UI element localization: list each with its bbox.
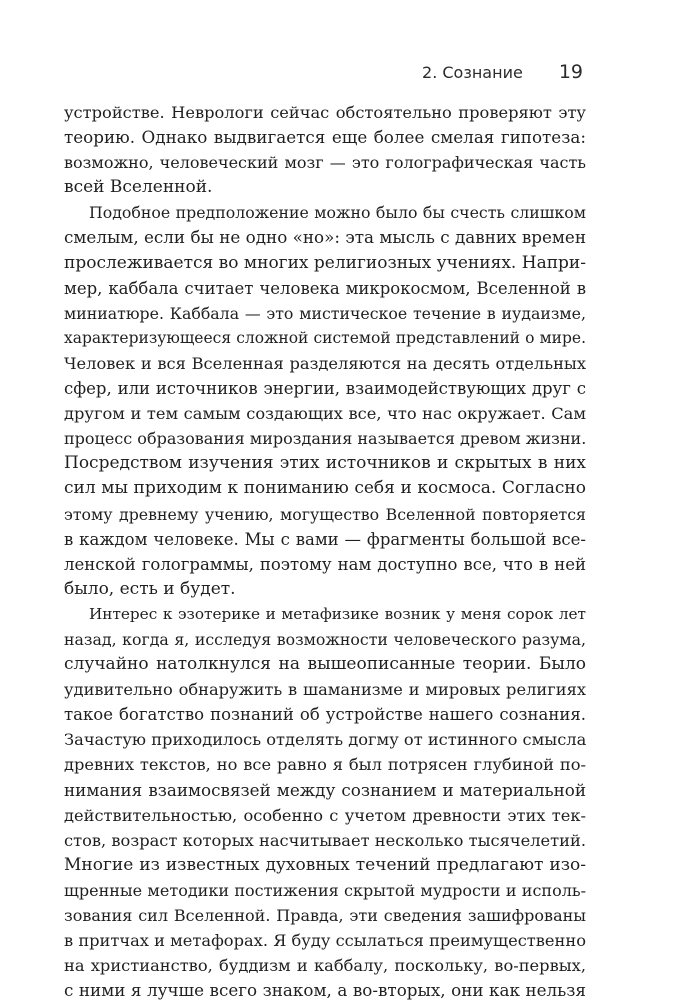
text-line: древних текстов, но все равно я был потрясен глубиной по- <box>64 755 586 775</box>
text-line: характеризующееся сложной системой представлений о мире. <box>64 328 586 347</box>
text-line: мер, каббала считает человека микрокосмом, Вселенной в <box>64 278 586 298</box>
text-line: этому древнему учению, могущество Вселенной повторяется <box>64 504 586 524</box>
text-line: процесс образования мироздания называется древом жизни. <box>64 429 587 449</box>
running-head <box>422 61 583 83</box>
text-line: сфер, или источников энергии, взаимодействующих друг с <box>64 379 586 399</box>
text-line: удивительно обнаружить в шаманизме и мировых религиях <box>64 680 586 700</box>
paragraph <box>64 100 586 200</box>
text-line: в притчах и метафорах. Я буду ссылаться преимущественно <box>64 931 586 951</box>
section-title: 2. Сознание <box>422 63 523 82</box>
text-line: Подобное предположение можно было бы счесть слишком <box>89 203 586 223</box>
text-line: прослеживается во многих религиозных учениях. Напри- <box>64 252 586 273</box>
text-line: случайно натолкнулся на вышеописанные теории. Было <box>64 654 586 675</box>
text-line: нимания взаимосвязей между сознанием и материальной <box>64 779 586 800</box>
text-line: сил мы приходим к пониманию себя и космоса. Согласно <box>64 478 586 499</box>
text-line: щренные методики постижения скрытой мудрости и исполь- <box>64 880 586 900</box>
page-number: 19 <box>558 61 583 83</box>
text-line: ленской голограммы, поэтому нам доступно все, что в ней <box>64 554 586 574</box>
text-line: Зачастую приходилось отделять догму от истинного смысла <box>64 730 587 750</box>
text-line: в каждом человеке. Мы с вами — фрагменты большой все- <box>64 529 586 549</box>
text-line: Посредством изучения этих источников и скрытых в них <box>64 453 586 474</box>
text-line: теорию. Однако выдвигается еще более смелая гипотеза: <box>64 127 586 148</box>
text-line: на христианство, буддизм и каббалу, поскольку, во-первых, <box>64 956 586 976</box>
text-line: стов, возраст которых насчитывает несколько тысячелетий. <box>64 830 586 850</box>
text-line: всей Вселенной. <box>64 177 213 198</box>
text-line: назад, когда я, исследуя возможности человеческого разума, <box>64 629 586 649</box>
text-line: смелым, если бы не одно «но»: эта мысль с давних времен <box>64 227 586 248</box>
text-line: возможно, человеческий мозг — это голографическая часть <box>64 153 586 173</box>
text-line: Многие из известных духовных течений предлагают изо- <box>64 854 586 875</box>
paragraph <box>64 200 586 602</box>
text-line: Интерес к эзотерике и метафизике возник у меня сорок лет <box>89 604 586 623</box>
paragraph <box>64 602 586 1003</box>
body-text <box>64 100 586 1003</box>
text-line: Человек и вся Вселенная разделяются на десять отдельных <box>64 353 586 373</box>
text-line: миниатюре. Каббала — это мистическое течение в иудаизме, <box>64 303 586 323</box>
text-line: такое богатство познаний об устройстве нашего сознания. <box>64 705 586 725</box>
text-line: зования сил Вселенной. Правда, эти сведения зашифрованы <box>64 906 586 925</box>
text-line: действительностью, особенно с учетом древности этих тек- <box>64 805 586 825</box>
text-line: другом и тем самым создающих все, что нас окружает. Сам <box>64 404 586 424</box>
text-line: с ними я лучше всего знаком, а во-вторых, они как нельзя <box>64 980 586 1001</box>
text-line: было, есть и будет. <box>64 578 236 599</box>
text-line: устройстве. Неврологи сейчас обстоятельно проверяют эту <box>64 103 586 122</box>
